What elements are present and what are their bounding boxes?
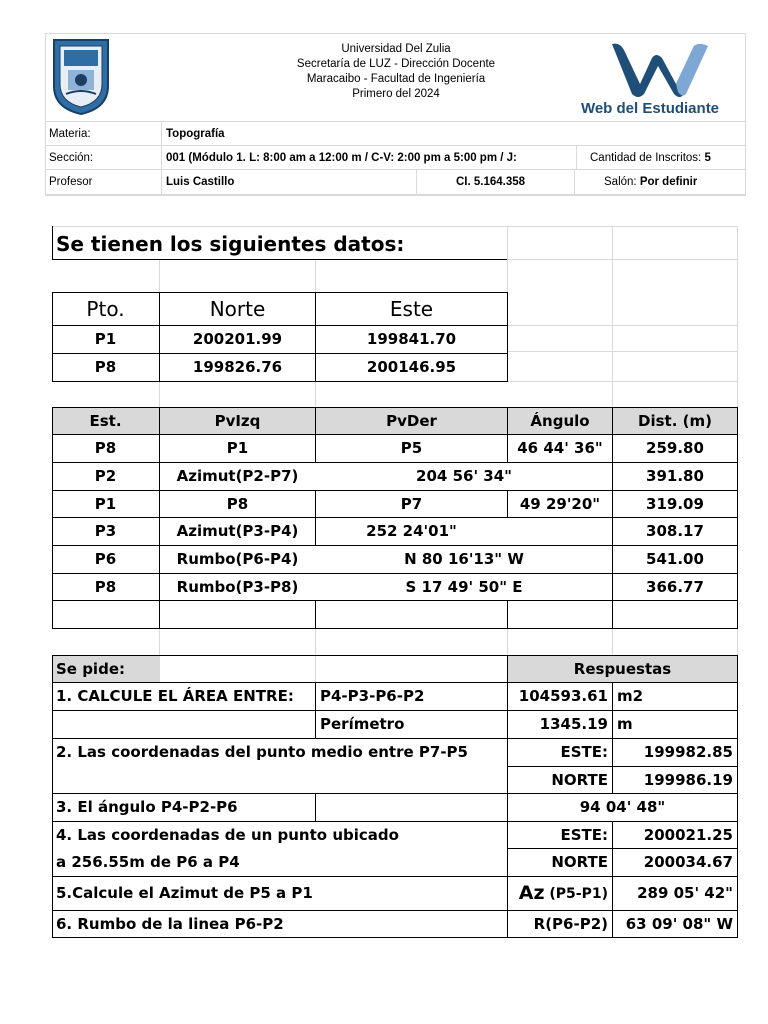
station-izq: Rumbo(P6-P4) [176, 550, 299, 568]
brand-label: Web del Estudiante [580, 100, 720, 117]
university-seal-logo [50, 36, 112, 116]
q4-norte-label: NORTE [551, 853, 608, 871]
institution-line: Primero del 2024 [352, 88, 440, 100]
question-4-line-1: 4. Las coordenadas de un punto ubicado [56, 825, 399, 844]
station-merged-value: N 80 16'13" W [404, 550, 524, 568]
stations-header-dist: Dist. (m) [638, 411, 712, 430]
station-izq: Rumbo(P3-P8) [176, 577, 299, 596]
answer-perimetro-unit: m [617, 715, 633, 733]
station-merged-value: S 17 49' 50" E [405, 577, 523, 596]
station-izq: P1 [226, 439, 249, 457]
station-est: P6 [94, 550, 117, 568]
sheet-title: Se tienen los siguientes datos: [56, 231, 405, 256]
coords-cell: 199841.70 [366, 330, 457, 348]
stations-header-pvder: PvDer [386, 411, 437, 430]
answer-perimetro: 1345.19 [539, 715, 608, 733]
w-mark-icon [560, 38, 740, 100]
institution-text [256, 42, 536, 102]
coords-cell: P1 [94, 330, 117, 348]
station-izq: Azimut(P2-P7) [176, 467, 299, 485]
document-header [45, 33, 746, 196]
station-dist: 391.80 [646, 467, 704, 485]
exercise-sheet [52, 226, 738, 938]
coords-cell: 199826.76 [192, 358, 283, 376]
answer-area-unit: m2 [617, 687, 644, 705]
answer-area: 104593.61 [518, 687, 608, 705]
question-3: 3. El ángulo P4-P2-P6 [56, 798, 238, 816]
answer-q3: 94 04' 48" [579, 798, 666, 816]
station-der: P5 [400, 439, 423, 457]
seccion-label: Sección: [49, 152, 94, 164]
ci-value: CI. 5.164.358 [456, 176, 526, 188]
materia-value: Topografía [166, 128, 225, 140]
question-5: 5.Calcule el Azimut de P5 a P1 [56, 884, 313, 902]
station-izq: Azimut(P3-P4) [176, 522, 299, 540]
se-pide-label: Se pide: [56, 659, 125, 678]
station-merged-value: 204 56' 34" [416, 467, 512, 485]
station-dist: 319.09 [646, 494, 704, 513]
answer-q2-norte: 199986.19 [643, 770, 733, 789]
station-angle: 46 44' 36" [517, 439, 603, 457]
salon-label: Salón: [604, 176, 637, 188]
question-1-polygon: P4-P3-P6-P2 [320, 687, 425, 705]
answer-q6: 63 09' 08" W [625, 914, 733, 933]
coords-header-este: Este [389, 297, 434, 321]
station-der: P7 [400, 494, 423, 513]
stations-header-angulo: Ángulo [530, 411, 590, 430]
station-dist: 308.17 [646, 522, 704, 540]
institution-line: Maracaibo - Facultad de Ingeniería [306, 73, 486, 85]
question-1: 1. CALCULE EL ÁREA ENTRE: [56, 687, 294, 705]
station-est: P1 [94, 494, 117, 513]
web-del-estudiante-logo [560, 38, 740, 120]
q5-label-big: Az [518, 882, 545, 904]
coords-cell: 200201.99 [192, 330, 283, 348]
coords-header-pto: Pto. [86, 297, 125, 321]
salon-value: Por definir [639, 176, 698, 188]
station-est: P8 [94, 577, 117, 596]
perimetro-label: Perímetro [320, 715, 405, 733]
q2-este-label: ESTE: [560, 743, 608, 761]
station-dist: 259.80 [646, 439, 704, 457]
materia-label: Materia: [49, 128, 91, 140]
question-2: 2. Las coordenadas del punto medio entre P7-P5 [56, 743, 468, 761]
station-izq: P8 [226, 494, 249, 513]
stations-header-pvizq: PvIzq [214, 411, 261, 430]
q5-label [508, 877, 612, 910]
inscritos-label: Cantidad de Inscritos: [590, 152, 702, 164]
profesor-label: Profesor [49, 176, 93, 188]
seccion-value: 001 (Módulo 1. L: 8:00 am a 12:00 m / C-V: 2:00 pm a 5:00 pm / J: [166, 152, 517, 164]
answer-q2-este: 199982.85 [643, 743, 733, 761]
station-dist: 541.00 [646, 550, 704, 568]
seccion-row [46, 145, 745, 170]
respuestas-label: Respuestas [573, 659, 672, 678]
station-der: 252 24'01" [366, 522, 457, 540]
coords-header-norte: Norte [209, 297, 266, 321]
profesor-row [46, 169, 745, 195]
station-dist: 366.77 [646, 577, 704, 596]
profesor-value: Luis Castillo [166, 176, 235, 188]
question-6: 6. Rumbo de la linea P6-P2 [56, 914, 284, 933]
question-4-line-2: a 256.55m de P6 a P4 [56, 853, 240, 871]
stations-header-est: Est. [89, 411, 122, 430]
q6-label: R(P6-P2) [533, 914, 608, 933]
answer-q5: 289 05' 42" [637, 884, 733, 902]
answer-q4-este: 200021.25 [643, 825, 733, 844]
materia-row [46, 121, 745, 146]
coords-cell: 200146.95 [366, 358, 457, 376]
institution-line: Secretaría de LUZ - Dirección Docente [296, 58, 496, 70]
answer-q4-norte: 200034.67 [643, 853, 733, 871]
station-est: P3 [94, 522, 117, 540]
coords-cell: P8 [94, 358, 117, 376]
q5-label-small: (P5-P1) [544, 885, 608, 902]
institution-line: Universidad Del Zulia [341, 43, 451, 55]
q4-este-label: ESTE: [560, 825, 608, 844]
station-angle: 49 29'20" [519, 494, 601, 513]
station-est: P2 [94, 467, 117, 485]
inscritos-value: 5 [704, 152, 711, 164]
q2-norte-label: NORTE [551, 770, 608, 789]
station-est: P8 [94, 439, 117, 457]
